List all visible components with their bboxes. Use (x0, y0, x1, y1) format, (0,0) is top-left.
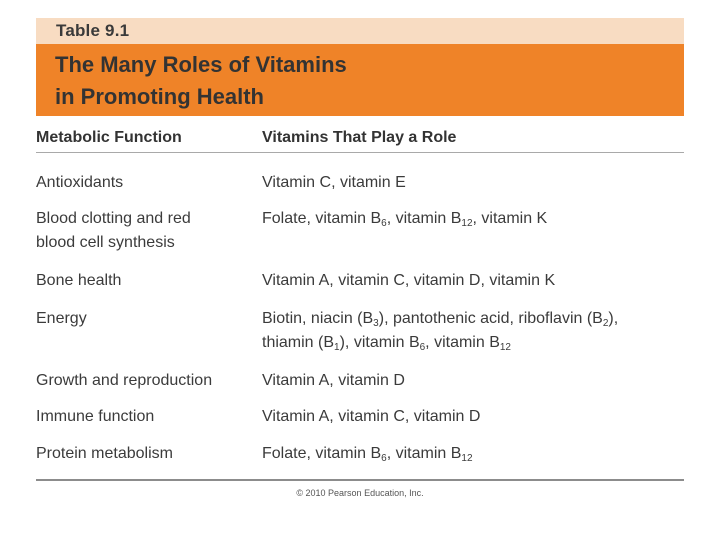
function-text: Blood clotting and red (36, 210, 191, 227)
table-title-line-2: in Promoting Health (55, 84, 264, 109)
vitamin-text-segment: Biotin, niacin (B (262, 310, 374, 327)
table-row-function (36, 269, 121, 293)
subscript: 12 (461, 453, 473, 464)
vitamin-text-segment: , vitamin K (472, 210, 548, 227)
vitamin-text-segment: thiamin (B (262, 334, 335, 351)
subscript: 6 (381, 218, 387, 229)
vitamins-text (262, 207, 547, 231)
vitamins-text (262, 331, 618, 355)
table-row-function (36, 307, 87, 331)
vitamins-text (262, 442, 473, 466)
vitamin-text-segment: Folate, vitamin B (262, 210, 382, 227)
vitamin-text-segment: ), pantothenic acid, riboflavin (B (378, 310, 603, 327)
table-label-band (36, 18, 684, 44)
table-title-line-1: The Many Roles of Vitamins (55, 52, 347, 77)
function-text: Bone health (36, 272, 122, 289)
table-row-function (36, 405, 154, 429)
vitamin-text-segment: , vitamin B (425, 334, 500, 351)
table-row-vitamins (262, 207, 547, 231)
copyright-notice: © 2010 Pearson Education, Inc. (296, 488, 424, 498)
function-text: blood cell synthesis (36, 234, 175, 251)
subscript: 3 (373, 318, 379, 329)
header-divider (36, 152, 684, 153)
table-row-vitamins (262, 171, 406, 195)
vitamin-text-segment: , vitamin B (386, 445, 462, 462)
subscript: 12 (499, 342, 511, 353)
vitamin-text-segment: Vitamin A, vitamin D (262, 372, 405, 389)
vitamins-text (262, 269, 555, 293)
function-text: Growth and reproduction (36, 372, 213, 389)
vitamins-text (262, 369, 405, 393)
subscript: 2 (602, 318, 609, 329)
vitamin-text-segment: Vitamin A, vitamin C, vitamin D (262, 408, 481, 425)
table-row-function (36, 171, 123, 195)
table-label: Table 9.1 (56, 21, 130, 40)
subscript: 1 (334, 342, 340, 353)
table-row-vitamins (262, 442, 473, 466)
table-row-vitamins (262, 405, 480, 429)
function-text: Protein metabolism (36, 445, 173, 462)
vitamin-text-segment: ), vitamin B (339, 334, 420, 351)
table-row-function (36, 442, 173, 466)
subscript: 12 (461, 218, 473, 229)
vitamins-text (262, 405, 480, 429)
vitamin-text-segment: , vitamin B (386, 210, 462, 227)
column-header-vitamins: Vitamins That Play a Role (262, 129, 457, 146)
bottom-divider (36, 479, 684, 481)
table-row-function (36, 369, 212, 393)
table-row-function (36, 207, 191, 255)
subscript: 6 (381, 453, 387, 464)
vitamin-text-segment: ), (608, 310, 619, 327)
vitamin-text-segment: Vitamin A, vitamin C, vitamin D, vitamin K (262, 272, 556, 289)
title-band (36, 44, 684, 116)
table-row-vitamins (262, 307, 618, 355)
table-row-vitamins (262, 269, 555, 293)
function-text: Energy (36, 310, 87, 327)
column-header-function: Metabolic Function (36, 129, 182, 146)
table-row-vitamins (262, 369, 405, 393)
vitamins-text (262, 307, 618, 331)
vitamin-text-segment: Folate, vitamin B (262, 445, 382, 462)
subscript: 6 (419, 342, 426, 353)
function-text: Antioxidants (36, 174, 124, 191)
function-text: Immune function (36, 408, 155, 425)
vitamins-text (262, 171, 406, 195)
vitamin-text-segment: Vitamin C, vitamin E (262, 174, 406, 191)
